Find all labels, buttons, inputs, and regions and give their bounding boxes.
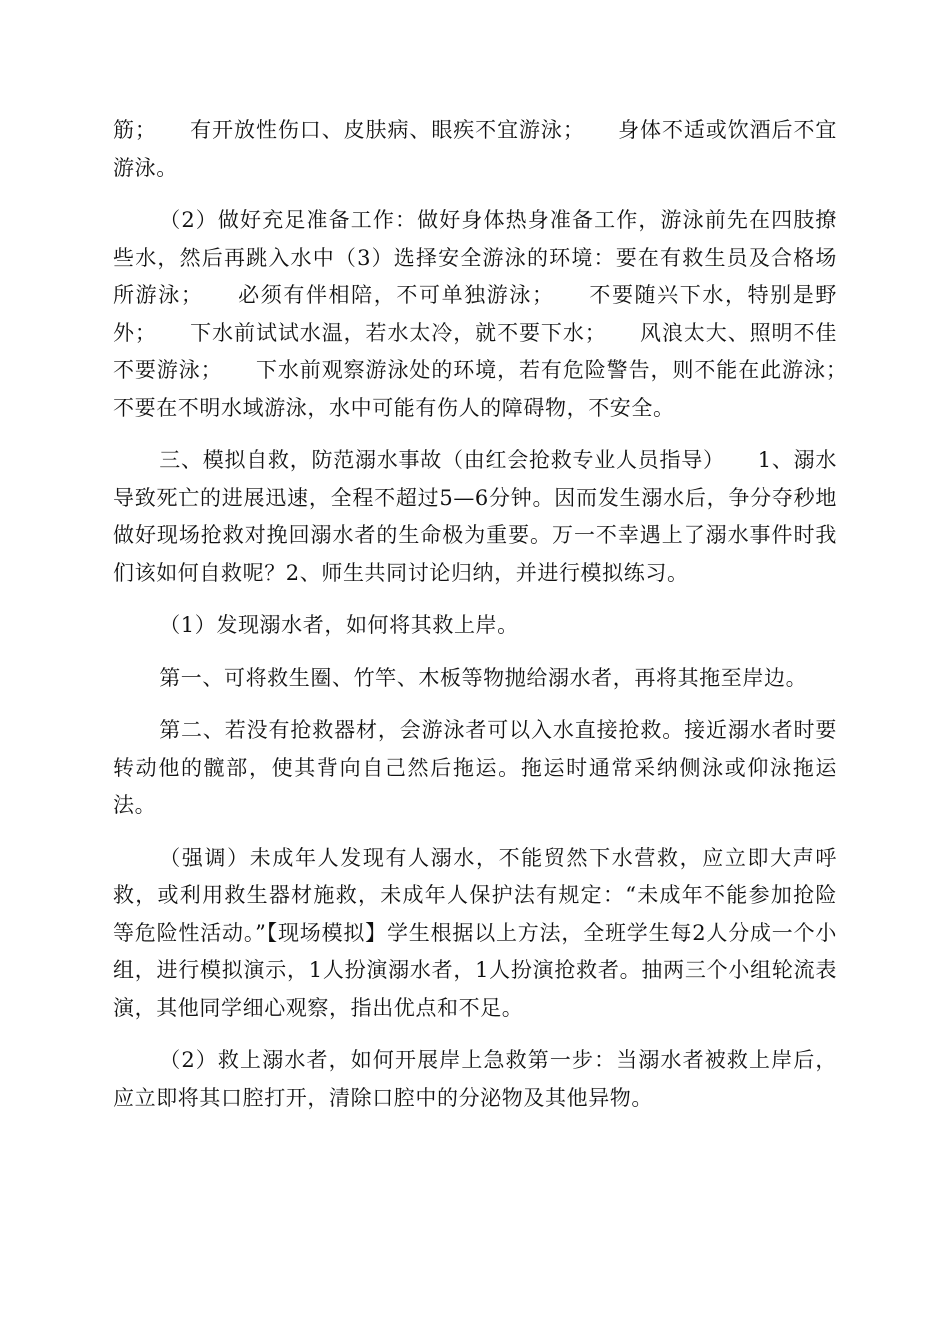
document-body (113, 112, 881, 1132)
paragraph-rescue-step-1: （1）发现溺水者，如何将其救上岸。 (159, 613, 519, 637)
paragraph-self-rescue-simulation: 三、模拟自救，防范溺水事故（由红会抢救专业人员指导） 1、溺水导致死亡的进展迅速，全程不超过5—6分钟。因而发生溺水后，争分夺秒地做好现场抢救对挽回溺水者的生命极为重要。万一不幸遇上了溺水事件时我们该如何自救呢？2、师生共同讨论归纳，并进行模拟练习。 (113, 448, 837, 585)
paragraph-method-second: 第二、若没有抢救器材，会游泳者可以入水直接抢救。接近溺水者时要转动他的髋部，使其背向自己然后拖运。拖运时通常采纳侧泳或仰泳拖运法。 (113, 718, 837, 817)
paragraph-method-first: 第一、可将救生圈、竹竿、木板等物抛给溺水者，再将其拖至岸边。 (159, 665, 808, 690)
paragraph-rescue-step-2: （2）救上溺水者，如何开展岸上急救第一步：当溺水者被救上岸后，应立即将其口腔打开，清除口腔中的分泌物及其他异物。 (113, 1048, 837, 1110)
paragraph-continuation: 筋； 有开放性伤口、皮肤病、眼疾不宜游泳； 身体不适或饮酒后不宜游泳。 (113, 118, 837, 180)
paragraph-preparation: （2）做好充足准备工作：做好身体热身准备工作，游泳前先在四肢撩些水，然后再跳入水中（3）选择安全游泳的环境：要在有救生员及合格场所游泳； 必须有伴相陪，不可单独游泳； 不要随兴下水，特别是野外； 下水前试试水温，若水太冷，就不要下水； 风浪太大、照明不佳不要游泳； 下水前观察游泳处的环境，若有危险警告，则不能在此游泳； 不要在不明水域游泳，水中可能有伤人的障碍物，不安全。 (113, 208, 881, 420)
paragraph-emphasis: （强调）未成年人发现有人溺水，不能贸然下水营救，应立即大声呼救，或利用救生器材施救，未成年人保护法有规定：“未成年不能参加抢险等危险性活动。”【现场模拟】学生根据以上方法，全班学生每2人分成一个小组，进行模拟演示，1人扮演溺水者，1人扮演抢救者。抽两三个小组轮流表演，其他同学细心观察，指出优点和不足。 (113, 845, 837, 1020)
